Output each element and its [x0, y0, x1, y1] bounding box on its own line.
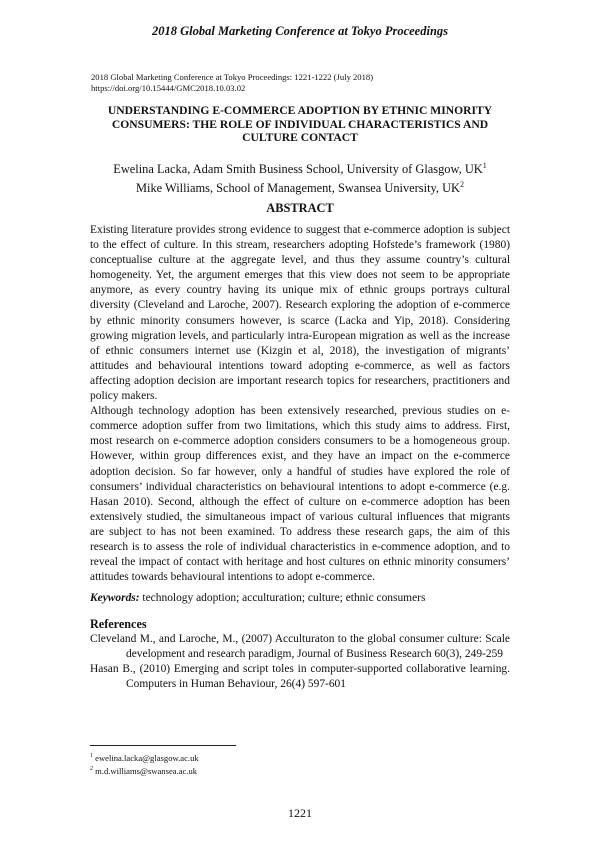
footnote — [90, 751, 199, 764]
abstract-heading: ABSTRACT — [266, 201, 334, 215]
page-number: 1221 — [288, 806, 312, 820]
abstract-body — [90, 223, 510, 585]
footnote-divider — [90, 745, 236, 746]
doi-line: https://doi.org/10.15444/GMC2018.10.03.02 — [91, 83, 246, 93]
reference-item: Hasan B., (2010) Emerging and script toles in computer-supported collaborative learning. Computers in Human Behaviour, 26(4) 597-601 — [90, 663, 510, 691]
footnote-marker: 1 — [90, 753, 93, 759]
reference-item: Cleveland M., and Laroche, M., (2007) Acculturaton to the global consumer culture: Scale development and research paradigm, Journal of Business Research 60(3), 249-259 — [90, 633, 510, 661]
footnote — [90, 764, 199, 777]
author-affiliation: Mike Williams, School of Management, Swansea University, UK — [135, 181, 460, 196]
keywords-text: technology adoption; acculturation; culture; ethnic consumers — [139, 592, 426, 604]
keywords — [90, 591, 510, 606]
author-list — [90, 158, 510, 196]
publication-meta — [91, 72, 373, 94]
footnote-email: m.d.williams@swansea.ac.uk — [93, 765, 198, 776]
footnote-marker: 2 — [90, 765, 93, 772]
footnote-email: ewelina.lacka@glasgow.ac.uk — [93, 752, 199, 763]
keywords-label: Keywords: — [90, 592, 140, 604]
references-heading: References — [90, 617, 147, 631]
author-affiliation: Ewelina Lacka, Adam Smith Business School, University of Glasgow, UK — [113, 162, 483, 177]
running-head: 2018 Global Marketing Conference at Tokyo Proceedings — [151, 24, 449, 38]
author-line — [90, 177, 510, 196]
paper-title: UNDERSTANDING E-COMMERCE ADOPTION BY ETHNIC MINORITY CONSUMERS: THE ROLE OF INDIVIDUAL CHARACTERISTICS AND CULTURE CONTACT — [107, 104, 493, 144]
reference-list — [90, 632, 510, 692]
footnote-marker: 2 — [460, 180, 464, 190]
footnote-marker: 1 — [482, 161, 487, 170]
abstract-paragraph: Existing literature provides strong evidence to suggest that e-commerce adoption is subject to the effect of culture. In this stream, researchers adopting Hofstede’s framework (1980) conceptualise culture at the aggregate level, and thus they assume country’s cultural homogeneity. Yet, the argument emerges that this view does not seem to be appropriate anymore, as every country having its unique mix of ethnic groups portrays cultural diversity (Cleveland and Laroche, 2007). Research exploring the adoption of e-commerce by ethnic minority consumers however, is scarce (Lacka and Yip, 2018). Considering growing migration levels, and particularly intra-European migration as well as the increase of ethnic consumers internet use (Kizgin et al, 2018), the investigation of migrants’ attitudes and behavioural intentions toward adopting e-commerce, as well as factors affecting adoption decision are important research topics for researchers, practitioners and policy makers. — [90, 224, 510, 403]
citation-line: 2018 Global Marketing Conference at Tokyo Proceedings: 1221-1222 (July 2018) — [91, 72, 374, 82]
abstract-paragraph: Although technology adoption has been extensively researched, previous studies on e-commerce adoption suffer from two limitations, which this study aims to address. First, most research on e-commerce adoption considers consumers to be a homogeneous group. However, within group differences exist, and they have an impact on the e-commerce adoption decision. So far however, only a handful of studies have explored the role of consumers’ individual characteristics on behavioural intentions to adopt e-commerce (e.g. Hasan 2010). Second, although the effect of culture on e-commerce adoption has been extensively studied, the simultaneous impact of various cultural influences that migrants are subject to has not been examined. To address these research gaps, the aim of this research is to assess the role of individual characteristics in e-commence adoption, and to reveal the impact of contact with heritage and host cultures on ethnic minority consumers’ attitudes towards behavioural intentions to adopt e-commerce. — [90, 405, 510, 584]
author-line — [90, 158, 510, 177]
footnotes — [90, 751, 199, 777]
